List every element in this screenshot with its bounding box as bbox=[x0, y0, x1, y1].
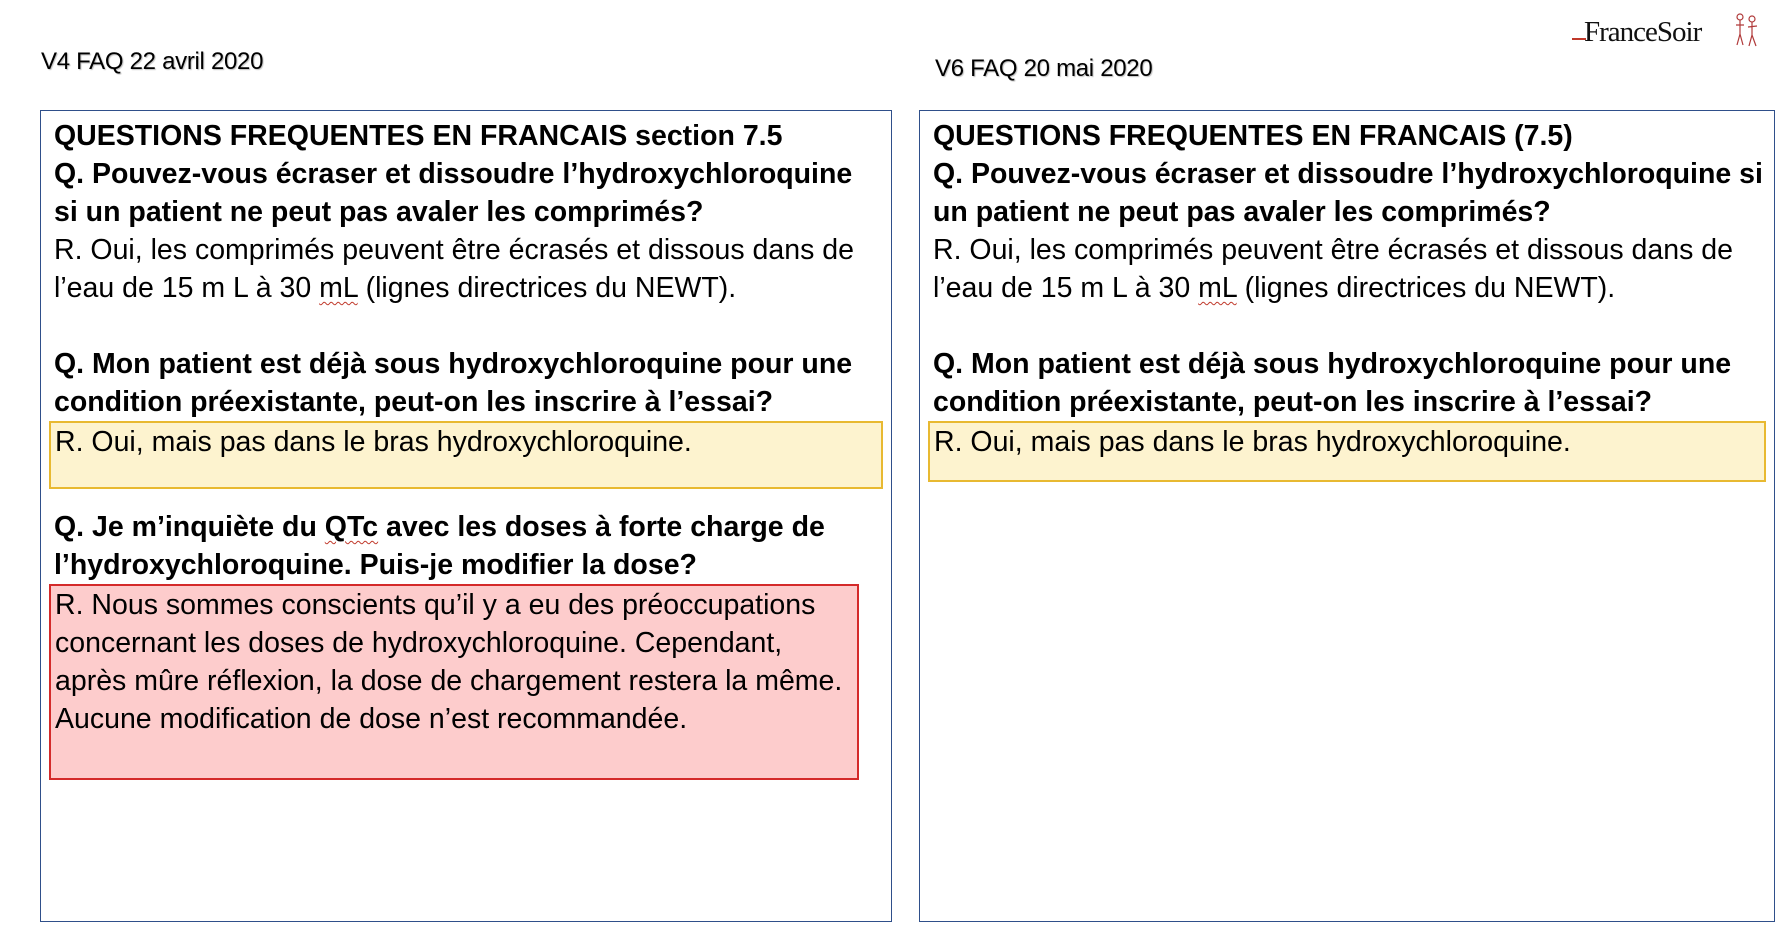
logo-text: FranceSoir bbox=[1584, 16, 1702, 48]
left-question-3-term: QTc bbox=[324, 511, 379, 543]
spacer bbox=[54, 489, 883, 508]
francesoir-logo bbox=[1570, 12, 1760, 52]
right-faq-title: QUESTIONS FREQUENTES EN FRANCAIS (7.5) bbox=[933, 120, 1573, 152]
left-version-label: V4 FAQ 22 avril 2020 bbox=[41, 48, 264, 75]
right-answer-1-text-end: (lignes directrices du NEWT). bbox=[1236, 272, 1616, 304]
left-question-1: Q. Pouvez-vous écraser et dissoudre l’hydroxychloroquine si un patient ne peut pas avaler les comprimés? bbox=[54, 158, 853, 228]
left-question-3-text: Q. Je m’inquiète du bbox=[54, 511, 325, 543]
right-answer-1 bbox=[933, 231, 1766, 307]
left-question-3 bbox=[54, 508, 883, 584]
left-answer-2-highlight bbox=[49, 421, 883, 489]
left-question-3-text-end: avec les doses à forte charge de l’hydroxychloroquine. Puis-je modifier la dose? bbox=[54, 511, 825, 581]
right-question-2: Q. Mon patient est déjà sous hydroxychloroquine pour une condition préexistante, peut-on les inscrire à l’essai? bbox=[933, 348, 1732, 418]
spacer bbox=[54, 307, 883, 345]
left-answer-1-text: R. Oui, les comprimés peuvent être écrasés et dissous dans de l’eau de 15 m L à 30 bbox=[54, 234, 854, 304]
left-faq-panel bbox=[40, 110, 892, 922]
spacer bbox=[933, 307, 1766, 345]
left-answer-1 bbox=[54, 231, 883, 307]
right-answer-1-text: R. Oui, les comprimés peuvent être écrasés et dissous dans de l’eau de 15 m L à 30 bbox=[933, 234, 1733, 304]
right-version-label: V6 FAQ 20 mai 2020 bbox=[935, 55, 1153, 82]
left-faq-title: QUESTIONS FREQUENTES EN FRANCAIS section 7.5 bbox=[54, 120, 783, 152]
right-answer-1-unit: mL bbox=[1198, 272, 1237, 304]
right-faq-panel bbox=[919, 110, 1775, 922]
right-answer-2: R. Oui, mais pas dans le bras hydroxychloroquine. bbox=[934, 426, 1571, 458]
left-answer-3: R. Nous sommes conscients qu’il y a eu des préoccupations concernant les doses de hydroxychloroquine. Cependant, après mûre réflexion, la dose de chargement restera la même. Aucune modification de dose n’est recommandée. bbox=[55, 589, 843, 735]
left-answer-1-unit: mL bbox=[319, 272, 358, 304]
right-faq-content bbox=[933, 117, 1766, 482]
right-question-1: Q. Pouvez-vous écraser et dissoudre l’hydroxychloroquine si un patient ne peut pas avaler les comprimés? bbox=[933, 158, 1763, 228]
left-faq-content bbox=[54, 117, 883, 780]
left-answer-1-text-end: (lignes directrices du NEWT). bbox=[357, 272, 737, 304]
people-figures-icon bbox=[1732, 12, 1762, 48]
right-answer-2-highlight bbox=[928, 421, 1766, 482]
left-answer-2: R. Oui, mais pas dans le bras hydroxychloroquine. bbox=[55, 426, 692, 458]
left-question-2: Q. Mon patient est déjà sous hydroxychloroquine pour une condition préexistante, peut-on les inscrire à l’essai? bbox=[54, 348, 853, 418]
left-answer-3-highlight bbox=[49, 584, 859, 780]
